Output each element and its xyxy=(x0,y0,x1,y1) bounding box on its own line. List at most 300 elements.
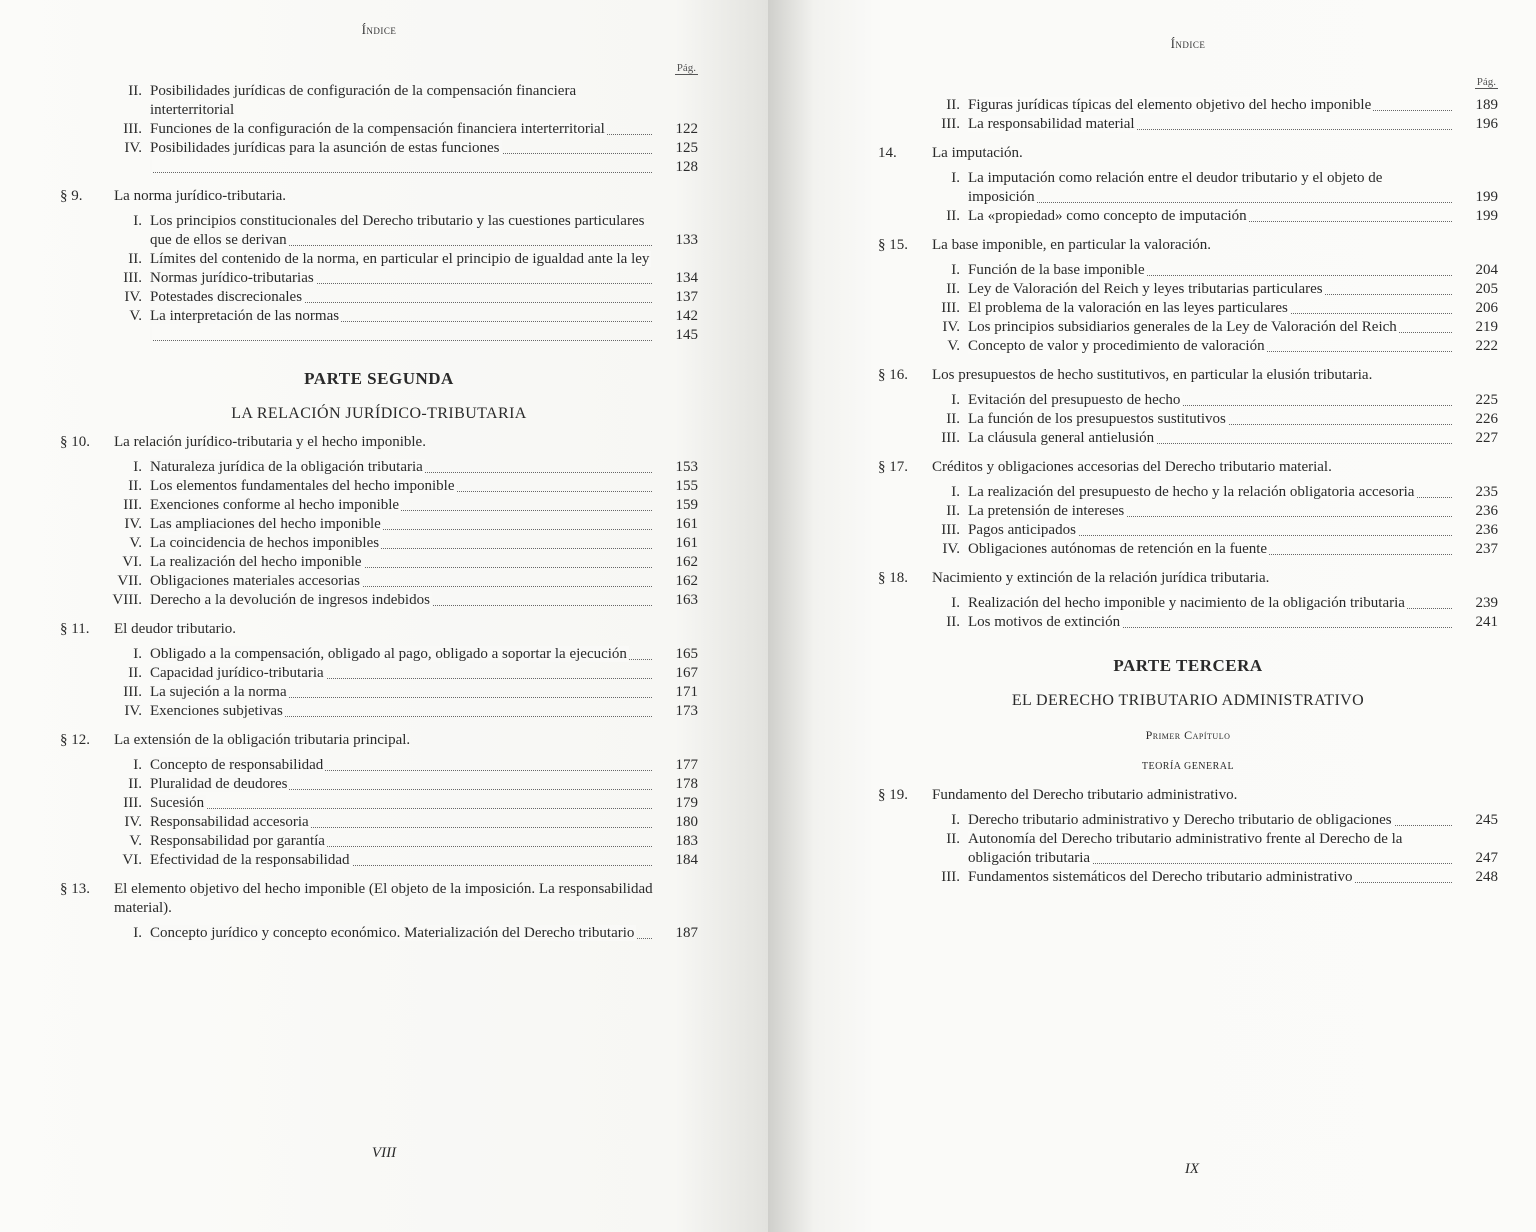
entry-page-number: 162 xyxy=(675,573,698,589)
entry-label xyxy=(150,515,652,534)
entry-label xyxy=(968,502,1452,521)
entry-number: II. xyxy=(128,83,142,99)
entry-text: Responsabilidad por garantía xyxy=(150,833,325,849)
entry-label xyxy=(150,82,652,120)
entry-label xyxy=(150,477,652,496)
toc-section xyxy=(878,144,1498,163)
entry-text xyxy=(150,327,152,343)
toc-entry xyxy=(878,261,1498,280)
entry-label xyxy=(968,207,1452,226)
entry-page-number: 241 xyxy=(1475,614,1498,630)
toc-section xyxy=(878,458,1498,477)
entry-text: El problema de la valoración en las leyes particulares xyxy=(968,300,1288,316)
section-number: § 12. xyxy=(60,732,90,748)
entry-page-number: 199 xyxy=(1475,189,1498,205)
entry-label xyxy=(150,288,652,307)
part-subtitle: EL DERECHO TRIBUTARIO ADMINISTRATIVO xyxy=(1011,692,1365,709)
entry-text: Normas jurídico-tributarias xyxy=(150,270,314,286)
toc-entry xyxy=(878,811,1498,830)
entry-page-number: 247 xyxy=(1475,850,1498,866)
page-folio: VIII xyxy=(371,1145,397,1161)
entry-page-number: 206 xyxy=(1475,300,1498,316)
entry-text: Obligaciones materiales accesorias xyxy=(150,573,360,589)
entry-label xyxy=(968,830,1452,868)
toc-items xyxy=(60,82,698,177)
toc xyxy=(878,96,1498,887)
part-heading xyxy=(60,369,698,423)
entry-number: IV. xyxy=(124,516,142,532)
entry-label xyxy=(150,326,652,345)
entry-label xyxy=(150,775,652,794)
section-items xyxy=(60,924,698,943)
entry-text: Efectividad de la responsabilidad xyxy=(150,852,350,868)
entry-text: Figuras jurídicas típicas del elemento objetivo del hecho imponible xyxy=(968,97,1372,113)
entry-label xyxy=(968,429,1452,448)
entry-text: Los principios subsidiarios generales de la Ley de Valoración del Reich xyxy=(968,319,1397,335)
entry-text: Naturaleza jurídica de la obligación tributaria xyxy=(150,459,423,475)
entry-text: Concepto jurídico y concepto económico. Materialización del Derecho tributario xyxy=(150,925,635,941)
entry-text: La pretensión de intereses xyxy=(968,503,1125,519)
entry-number: I. xyxy=(133,925,142,941)
section-number: § 19. xyxy=(878,787,908,803)
part-title: PARTE SEGUNDA xyxy=(304,369,454,388)
entry-text: Responsabilidad accesoria xyxy=(150,814,309,830)
toc-entry xyxy=(60,477,698,496)
section-title: Los presupuestos de hecho sustitutivos, en particular la elusión tributaria. xyxy=(932,367,1373,383)
entry-page-number: 128 xyxy=(675,159,698,175)
entry-number: III. xyxy=(123,270,142,286)
entry-label xyxy=(150,139,652,158)
section-title: Nacimiento y extinción de la relación jurídica tributaria. xyxy=(932,570,1270,586)
entry-number: VI. xyxy=(122,554,142,570)
toc-entry xyxy=(60,534,698,553)
toc-items xyxy=(878,96,1498,134)
toc-entry xyxy=(60,307,698,326)
toc-sections xyxy=(60,433,698,943)
toc-entry xyxy=(878,169,1498,207)
section-title: La relación jurídico-tributaria y el hecho imponible. xyxy=(114,434,426,450)
section-number: § 9. xyxy=(60,188,83,204)
section-items xyxy=(60,645,698,721)
running-header: Índice xyxy=(1170,36,1206,51)
entry-text: La sujeción a la norma xyxy=(150,684,287,700)
entry-page-number: 237 xyxy=(1475,541,1498,557)
entry-number: II. xyxy=(946,208,960,224)
entry-label xyxy=(150,756,652,775)
toc-entry xyxy=(878,613,1498,632)
entry-text: Los elementos fundamentales del hecho imponible xyxy=(150,478,455,494)
toc-entry xyxy=(60,851,698,870)
entry-page-number: 219 xyxy=(1475,319,1498,335)
entry-number: IV. xyxy=(124,140,142,156)
entry-label xyxy=(150,496,652,515)
toc-entry xyxy=(878,521,1498,540)
entry-number: IV. xyxy=(942,541,960,557)
entry-text: Exenciones subjetivas xyxy=(150,703,283,719)
entry-text: Obligaciones autónomas de retención en la fuente xyxy=(968,541,1268,557)
toc-sections xyxy=(878,786,1498,887)
entry-number: VIII. xyxy=(112,592,142,608)
toc-entry xyxy=(60,269,698,288)
toc-entry xyxy=(60,591,698,610)
section-title: El elemento objetivo del hecho imponible (El objeto de la imposición. La responsabilidad material). xyxy=(114,881,653,916)
entry-page-number: 178 xyxy=(675,776,698,792)
section-number: § 11. xyxy=(60,621,90,637)
entry-text: Concepto de responsabilidad xyxy=(150,757,324,773)
toc-entry xyxy=(878,318,1498,337)
entry-page-number: 173 xyxy=(675,703,698,719)
chapter-title: Primer Capítulo xyxy=(1145,728,1231,742)
toc-section xyxy=(878,366,1498,385)
toc-entry xyxy=(878,337,1498,356)
entry-text xyxy=(150,159,152,175)
entry-text: Evitación del presupuesto de hecho xyxy=(968,392,1181,408)
entry-page-number: 236 xyxy=(1475,503,1498,519)
entry-page-number: 187 xyxy=(675,925,698,941)
entry-label xyxy=(968,410,1452,429)
entry-label xyxy=(150,924,652,943)
entry-number: III. xyxy=(941,869,960,885)
part-title: PARTE TERCERA xyxy=(1113,656,1263,675)
toc-entry xyxy=(60,832,698,851)
entry-number: VII. xyxy=(117,573,142,589)
entry-page-number: 245 xyxy=(1475,812,1498,828)
entry-number: VI. xyxy=(122,852,142,868)
toc-entry xyxy=(60,496,698,515)
entry-number: II. xyxy=(946,281,960,297)
entry-number: V. xyxy=(947,338,960,354)
entry-number: I. xyxy=(951,262,960,278)
entry-number: V. xyxy=(129,535,142,551)
entry-number: IV. xyxy=(124,703,142,719)
entry-text: Función de la base imponible xyxy=(968,262,1145,278)
entry-label xyxy=(150,645,652,664)
entry-page-number: 161 xyxy=(675,516,698,532)
section-items xyxy=(878,169,1498,226)
entry-page-number: 122 xyxy=(675,121,698,137)
entry-text: Los motivos de extinción xyxy=(968,614,1121,630)
section-title: La base imponible, en particular la valoración. xyxy=(932,237,1212,253)
entry-text: Obligado a la compensación, obligado al pago, obligado a soportar la ejecución xyxy=(150,646,627,662)
toc-entry xyxy=(60,553,698,572)
entry-text: La «propiedad» como concepto de imputación xyxy=(968,208,1247,224)
entry-number: I. xyxy=(951,595,960,611)
entry-text: Los principios constitucionales del Derecho tributario y las cuestiones particulares que de ellos se derivan xyxy=(150,213,645,248)
section-items xyxy=(878,391,1498,448)
toc xyxy=(60,82,698,943)
entry-text: Derecho tributario administrativo y Derecho tributario de obligaciones xyxy=(968,812,1392,828)
entry-label xyxy=(968,483,1452,502)
entry-label xyxy=(150,591,652,610)
entry-page-number: 177 xyxy=(675,757,698,773)
entry-label xyxy=(150,664,652,683)
section-items xyxy=(878,811,1498,887)
entry-page-number: 199 xyxy=(1475,208,1498,224)
section-number: § 16. xyxy=(878,367,908,383)
toc-sections xyxy=(60,187,698,345)
toc-entry xyxy=(60,756,698,775)
entry-number: III. xyxy=(123,684,142,700)
toc-section xyxy=(878,236,1498,255)
entry-text: Posibilidades jurídicas para la asunción de estas funciones xyxy=(150,140,500,156)
entry-label xyxy=(968,337,1452,356)
section-title: Créditos y obligaciones accesorias del Derecho tributario material. xyxy=(932,459,1332,475)
section-number: § 15. xyxy=(878,237,908,253)
entry-number: I. xyxy=(951,484,960,500)
toc-entry xyxy=(878,299,1498,318)
entry-number: I. xyxy=(133,213,142,229)
entry-label xyxy=(968,613,1452,632)
entry-text: Las ampliaciones del hecho imponible xyxy=(150,516,381,532)
toc-entry xyxy=(60,515,698,534)
entry-label xyxy=(150,683,652,702)
entry-label xyxy=(150,269,652,288)
toc-entry xyxy=(60,326,698,345)
chapter-subtitle: TEORÍA GENERAL xyxy=(1141,761,1235,772)
entry-label xyxy=(968,115,1452,134)
toc-entry xyxy=(60,139,698,158)
entry-number: IV. xyxy=(124,814,142,830)
section-number: 14. xyxy=(878,145,897,161)
toc-section xyxy=(60,187,698,206)
right-page xyxy=(768,0,1536,1232)
toc-entry xyxy=(878,391,1498,410)
entry-number: III. xyxy=(123,795,142,811)
entry-page-number: 227 xyxy=(1475,430,1498,446)
page-column-label: Pág. xyxy=(1476,76,1496,88)
toc-section xyxy=(878,569,1498,588)
entry-text: Fundamentos sistemáticos del Derecho tributario administrativo xyxy=(968,869,1353,885)
entry-number: V. xyxy=(129,833,142,849)
leader-dots xyxy=(968,201,1452,203)
toc-entry xyxy=(878,207,1498,226)
entry-number: I. xyxy=(133,459,142,475)
section-items xyxy=(60,458,698,610)
leader-dots xyxy=(150,171,652,173)
section-title: La extensión de la obligación tributaria principal. xyxy=(114,732,411,748)
entry-page-number: 163 xyxy=(675,592,698,608)
section-number: § 13. xyxy=(60,881,90,897)
entry-page-number: 235 xyxy=(1475,484,1498,500)
toc-sections xyxy=(878,144,1498,632)
entry-text: Ley de Valoración del Reich y leyes tributarias particulares xyxy=(968,281,1323,297)
section-items xyxy=(878,483,1498,559)
part-subtitle: LA RELACIÓN JURÍDICO-TRIBUTARIA xyxy=(231,405,527,422)
entry-label xyxy=(968,280,1452,299)
running-header: Índice xyxy=(361,22,397,37)
entry-label xyxy=(150,534,652,553)
entry-text: La cláusula general antielusión xyxy=(968,430,1155,446)
entry-page-number: 180 xyxy=(675,814,698,830)
entry-page-number: 155 xyxy=(675,478,698,494)
section-title: La norma jurídico-tributaria. xyxy=(114,188,287,204)
page-folio: IX xyxy=(1184,1161,1200,1177)
entry-label xyxy=(150,553,652,572)
entry-number: IV. xyxy=(124,289,142,305)
entry-number: I. xyxy=(133,646,142,662)
entry-label xyxy=(150,702,652,721)
entry-number: II. xyxy=(946,614,960,630)
entry-number: II. xyxy=(128,776,142,792)
entry-page-number: 162 xyxy=(675,554,698,570)
entry-number: II. xyxy=(946,411,960,427)
entry-page-number: 179 xyxy=(675,795,698,811)
entry-number: III. xyxy=(941,522,960,538)
entry-label xyxy=(968,540,1452,559)
entry-page-number: 137 xyxy=(675,289,698,305)
entry-page-number: 239 xyxy=(1475,595,1498,611)
entry-text: Concepto de valor y procedimiento de valoración xyxy=(968,338,1265,354)
section-number: § 18. xyxy=(878,570,908,586)
toc-entry xyxy=(60,702,698,721)
entry-label xyxy=(968,169,1452,207)
toc-entry xyxy=(878,502,1498,521)
entry-page-number: 248 xyxy=(1475,869,1498,885)
entry-text: Realización del hecho imponible y nacimiento de la obligación tributaria xyxy=(968,595,1405,611)
entry-page-number: 134 xyxy=(675,270,698,286)
toc-entry xyxy=(878,830,1498,868)
entry-page-number: 167 xyxy=(675,665,698,681)
toc-entry xyxy=(60,645,698,664)
entry-page-number: 204 xyxy=(1475,262,1498,278)
toc-entry xyxy=(60,683,698,702)
entry-text: Potestades discrecionales xyxy=(150,289,303,305)
toc-entry xyxy=(60,458,698,477)
section-items xyxy=(878,261,1498,356)
entry-text: La coincidencia de hechos imponibles xyxy=(150,535,380,551)
entry-page-number: 184 xyxy=(675,852,698,868)
entry-number: I. xyxy=(951,170,960,186)
toc-entry xyxy=(878,410,1498,429)
entry-text: Exenciones conforme al hecho imponible xyxy=(150,497,400,513)
entry-label xyxy=(968,868,1452,887)
toc-entry xyxy=(60,813,698,832)
entry-page-number: 165 xyxy=(675,646,698,662)
entry-text: La función de los presupuestos sustitutivos xyxy=(968,411,1226,427)
entry-page-number: 142 xyxy=(675,308,698,324)
entry-label xyxy=(968,96,1452,115)
leader-dots xyxy=(150,807,652,809)
entry-number: II. xyxy=(128,251,142,267)
entry-text: Límites del contenido de la norma, en particular el principio de igualdad ante la ley xyxy=(150,251,650,267)
entry-text: La realización del hecho imponible xyxy=(150,554,362,570)
entry-page-number: 159 xyxy=(675,497,698,513)
entry-text: Pagos anticipados xyxy=(968,522,1076,538)
section-title: El deudor tributario. xyxy=(114,621,237,637)
toc-entry xyxy=(60,250,698,269)
entry-page-number: 133 xyxy=(675,232,698,248)
section-number: § 17. xyxy=(878,459,908,475)
entry-text: Derecho a la devolución de ingresos indebidos xyxy=(150,592,430,608)
entry-label xyxy=(150,458,652,477)
entry-page-number: 153 xyxy=(675,459,698,475)
entry-label xyxy=(150,813,652,832)
entry-number: II. xyxy=(128,478,142,494)
entry-number: III. xyxy=(941,300,960,316)
toc-entry xyxy=(60,572,698,591)
entry-label xyxy=(150,794,652,813)
section-items xyxy=(60,756,698,870)
entry-number: II. xyxy=(946,831,960,847)
entry-label xyxy=(968,299,1452,318)
entry-number: V. xyxy=(129,308,142,324)
toc-entry xyxy=(878,868,1498,887)
entry-label xyxy=(150,120,652,139)
entry-label xyxy=(968,391,1452,410)
part-heading xyxy=(878,656,1498,776)
entry-page-number: 183 xyxy=(675,833,698,849)
entry-text: Autonomía del Derecho tributario administrativo frente al Derecho de la obligación tributaria xyxy=(968,831,1403,866)
entry-label xyxy=(968,521,1452,540)
entry-number: III. xyxy=(941,430,960,446)
entry-label xyxy=(150,851,652,870)
toc-section xyxy=(878,786,1498,805)
entry-number: III. xyxy=(123,121,142,137)
toc-entry xyxy=(878,540,1498,559)
entry-text: La realización del presupuesto de hecho y la relación obligatoria accesoria xyxy=(968,484,1415,500)
entry-number: II. xyxy=(946,97,960,113)
entry-number: I. xyxy=(133,757,142,773)
entry-page-number: 226 xyxy=(1475,411,1498,427)
entry-page-number: 196 xyxy=(1475,116,1498,132)
toc-entry xyxy=(878,483,1498,502)
entry-page-number: 205 xyxy=(1475,281,1498,297)
entry-text: Funciones de la configuración de la compensación financiera interterritorial xyxy=(150,121,605,137)
entry-label xyxy=(150,572,652,591)
entry-label xyxy=(150,212,652,250)
entry-label xyxy=(968,318,1452,337)
entry-number: I. xyxy=(951,392,960,408)
entry-label xyxy=(150,307,652,326)
toc-entry xyxy=(60,120,698,139)
entry-page-number: 189 xyxy=(1475,97,1498,113)
entry-text: La interpretación de las normas xyxy=(150,308,340,324)
toc-entry xyxy=(60,82,698,120)
entry-text: La imputación como relación entre el deudor tributario y el objeto de imposición xyxy=(968,170,1383,205)
toc-entry xyxy=(60,158,698,177)
toc-entry xyxy=(60,288,698,307)
entry-label xyxy=(968,811,1452,830)
toc-section xyxy=(60,620,698,639)
toc-entry xyxy=(878,280,1498,299)
entry-label xyxy=(150,832,652,851)
entry-text: Posibilidades jurídicas de configuración de la compensación financiera interterritorial xyxy=(150,83,577,118)
entry-number: III. xyxy=(123,497,142,513)
section-number: § 10. xyxy=(60,434,90,450)
entry-number: II. xyxy=(946,503,960,519)
section-title: Fundamento del Derecho tributario administrativo. xyxy=(932,787,1238,803)
toc-entry xyxy=(60,794,698,813)
entry-number: III. xyxy=(941,116,960,132)
section-items xyxy=(60,212,698,345)
toc-section xyxy=(60,880,698,918)
entry-label xyxy=(968,261,1452,280)
entry-page-number: 236 xyxy=(1475,522,1498,538)
toc-entry xyxy=(60,775,698,794)
entry-text: La responsabilidad material xyxy=(968,116,1135,132)
entry-page-number: 125 xyxy=(675,140,698,156)
toc-entry xyxy=(878,115,1498,134)
toc-entry xyxy=(878,96,1498,115)
section-items xyxy=(878,594,1498,632)
entry-page-number: 171 xyxy=(675,684,698,700)
entry-text: Capacidad jurídico-tributaria xyxy=(150,665,324,681)
section-title: La imputación. xyxy=(932,145,1023,161)
entry-page-number: 225 xyxy=(1475,392,1498,408)
toc-section xyxy=(60,731,698,750)
entry-page-number: 222 xyxy=(1475,338,1498,354)
entry-label xyxy=(150,250,652,269)
